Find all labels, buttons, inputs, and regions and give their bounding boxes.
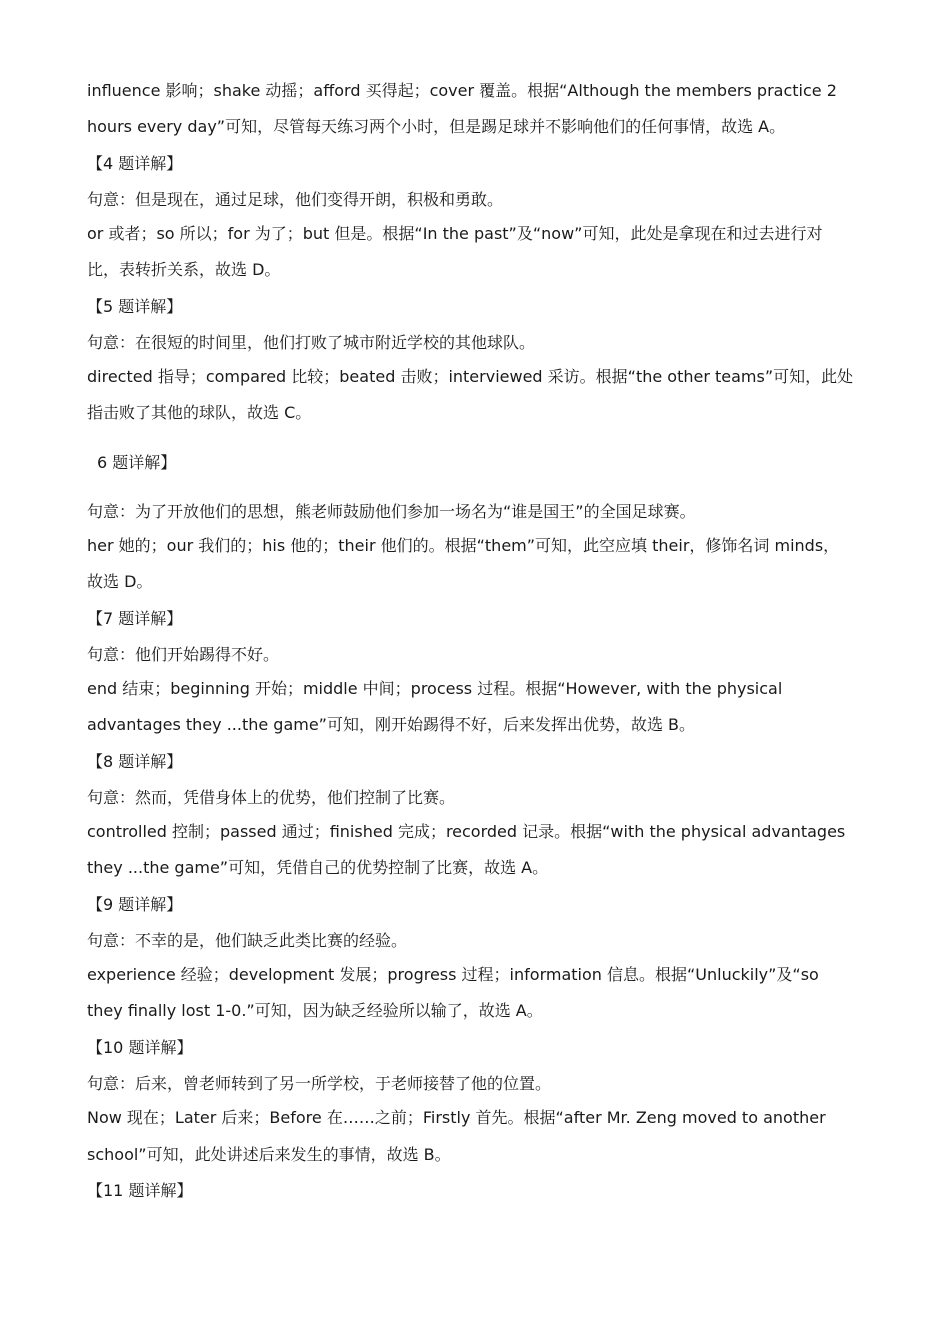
text-line: her 她的；our 我们的；his 他的；their 他们的。根据“them”可知，此空应填 their，修饰名词 minds，: [87, 536, 840, 555]
text-line: controlled 控制；passed 通过；finished 完成；recorded 记录。根据“with the physical advantages: [87, 822, 846, 841]
text-line: 句意：在很短的时间里，他们打败了城市附近学校的其他球队。: [87, 333, 536, 352]
question-heading: 【7 题详解】: [87, 609, 183, 628]
question-heading: 6 题详解】: [97, 453, 177, 472]
text-line: end 结束；beginning 开始；middle 中间；process 过程。根据“However, with the physical: [87, 679, 783, 698]
text-line: they finally lost 1-0.”可知，因为缺乏经验所以输了，故选 A。: [87, 1001, 543, 1020]
text-line: 句意：但是现在，通过足球，他们变得开朗，积极和勇敢。: [87, 190, 504, 209]
text-line: 指击败了其他的球队，故选 C。: [87, 403, 312, 422]
text-line: 句意：后来，曾老师转到了另一所学校，于老师接替了他的位置。: [87, 1074, 552, 1093]
question-heading: 【5 题详解】: [87, 297, 183, 316]
question-heading: 【9 题详解】: [87, 895, 183, 914]
question-heading: 【11 题详解】: [87, 1181, 193, 1200]
text-line: directed 指导；compared 比较；beated 击败；interviewed 采访。根据“the other teams”可知，此处: [87, 367, 854, 386]
text-line: advantages they ...the game”可知，刚开始踢得不好，后来发挥出优势，故选 B。: [87, 715, 696, 734]
question-heading: 【10 题详解】: [87, 1038, 193, 1057]
question-heading: 【4 题详解】: [87, 154, 183, 173]
text-line: school”可知，此处讲述后来发生的事情，故选 B。: [87, 1145, 451, 1164]
text-line: or 或者；so 所以；for 为了；but 但是。根据“In the past”及“now”可知，此处是拿现在和过去进行对: [87, 224, 823, 243]
text-line: Now 现在；Later 后来；Before 在……之前；Firstly 首先。根据“after Mr. Zeng moved to another: [87, 1108, 826, 1127]
text-line: 故选 D。: [87, 572, 153, 591]
text-line: 句意：为了开放他们的思想，熊老师鼓励他们参加一场名为“谁是国王”的全国足球赛。: [87, 502, 696, 521]
text-line: they ...the game”可知，凭借自己的优势控制了比赛，故选 A。: [87, 858, 549, 877]
text-line: influence 影响；shake 动摇；afford 买得起；cover 覆盖。根据“Although the members practice 2: [87, 81, 837, 100]
text-line: 句意：他们开始踢得不好。: [87, 645, 280, 664]
text-line: experience 经验；development 发展；progress 过程；information 信息。根据“Unluckily”及“so: [87, 965, 819, 984]
text-line: 比，表转折关系，故选 D。: [87, 260, 281, 279]
text-line: 句意：然而，凭借身体上的优势，他们控制了比赛。: [87, 788, 456, 807]
question-heading: 【8 题详解】: [87, 752, 183, 771]
text-line: 句意：不幸的是，他们缺乏此类比赛的经验。: [87, 931, 408, 950]
text-line: hours every day”可知，尽管每天练习两个小时，但是踢足球并不影响他们的任何事情，故选 A。: [87, 117, 786, 136]
